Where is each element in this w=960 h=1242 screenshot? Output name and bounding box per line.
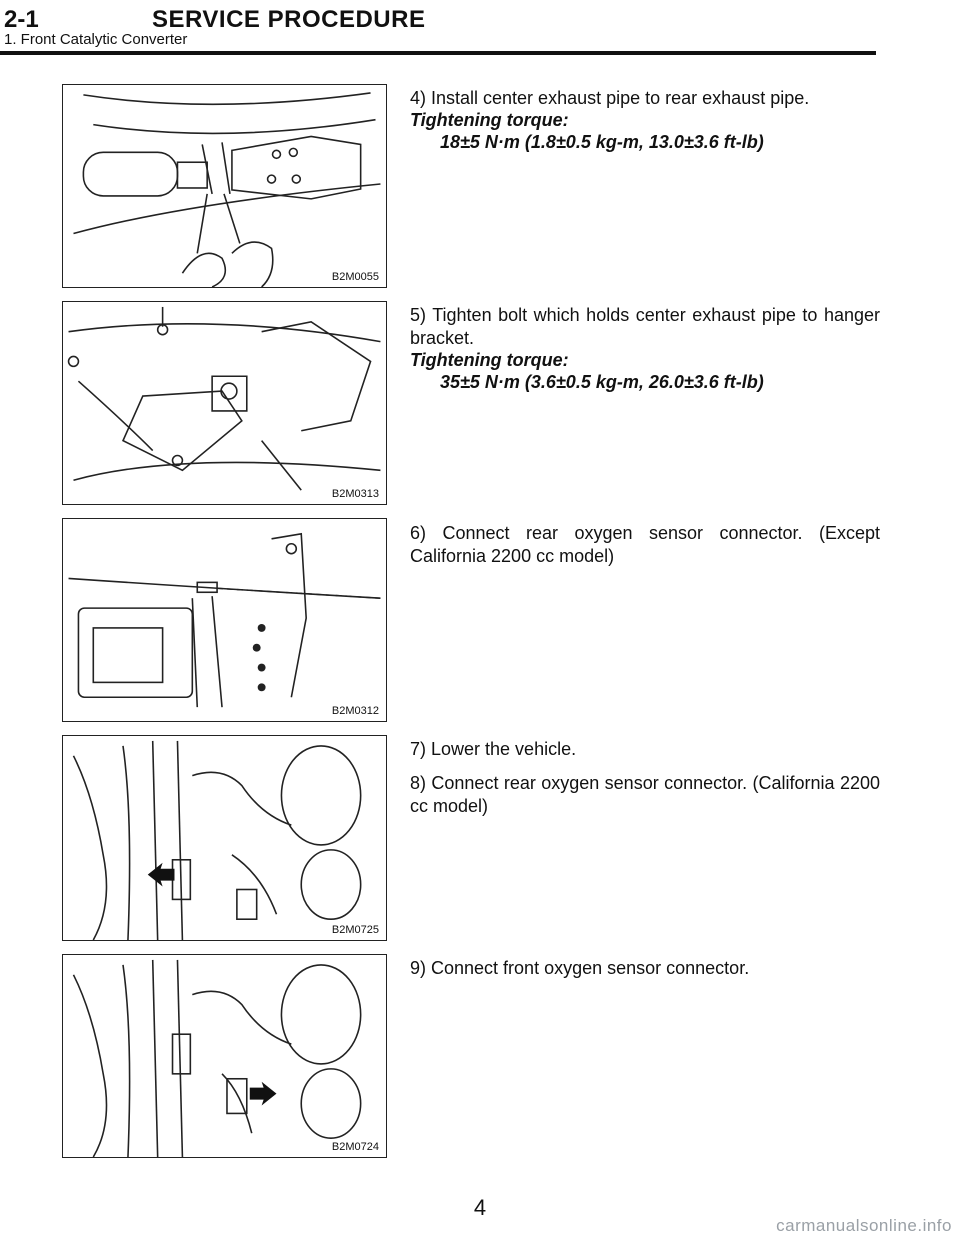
section-number: 2-1 [4, 6, 39, 33]
figure-rear-sensor-connector [62, 518, 387, 722]
step-7-text: 7) Lower the vehicle. [410, 739, 577, 759]
figure-label: B2M0724 [331, 1141, 379, 1153]
step-6-text: 6) Connect rear oxygen sensor connector. (Except California 2200 cc model) [410, 523, 880, 566]
arrow-icon [250, 1082, 277, 1106]
figure-california-rear-connector [62, 735, 387, 941]
figure-label: B2M0725 [331, 924, 379, 936]
step-4-torque-value: 18±5 N·m (1.8±0.5 kg-m, 13.0±3.6 ft-lb) [440, 132, 764, 152]
exhaust-pipe-illustration [63, 85, 386, 287]
watermark: carmanualsonline.info [776, 1216, 952, 1235]
step-4-torque-heading: Tightening torque: [410, 110, 569, 130]
arrow-icon [148, 863, 175, 887]
figure-front-sensor-connector [62, 954, 387, 1158]
figure-hanger-bracket [62, 301, 387, 505]
step-5-torque-value: 35±5 N·m (3.6±0.5 kg-m, 26.0±3.6 ft-lb) [440, 372, 764, 392]
hanger-bracket-illustration [63, 302, 386, 504]
header-rule [0, 51, 876, 55]
page-number: 4 [473, 1195, 487, 1220]
figure-label: B2M0312 [331, 705, 379, 717]
section-title: SERVICE PROCEDURE [152, 6, 426, 33]
step-8-text: 8) Connect rear oxygen sensor connector. (California 2200 cc model) [410, 773, 880, 816]
subsection-title: 1. Front Catalytic Converter [4, 31, 188, 48]
figure-label: B2M0055 [331, 271, 379, 283]
figure-label: B2M0313 [331, 488, 379, 500]
step-9-text: 9) Connect front oxygen sensor connector. [410, 958, 750, 978]
step-5-text: 5) Tighten bolt which holds center exhaust pipe to hanger bracket. [410, 305, 880, 348]
rear-sensor-connector-illustration [63, 519, 386, 721]
california-rear-connector-illustration [63, 736, 386, 940]
front-sensor-connector-illustration [63, 955, 386, 1157]
page-header [0, 0, 960, 58]
step-5-torque-heading: Tightening torque: [410, 350, 569, 370]
figure-exhaust-pipe-joint [62, 84, 387, 288]
step-4-text: 4) Install center exhaust pipe to rear exhaust pipe. [410, 88, 810, 108]
